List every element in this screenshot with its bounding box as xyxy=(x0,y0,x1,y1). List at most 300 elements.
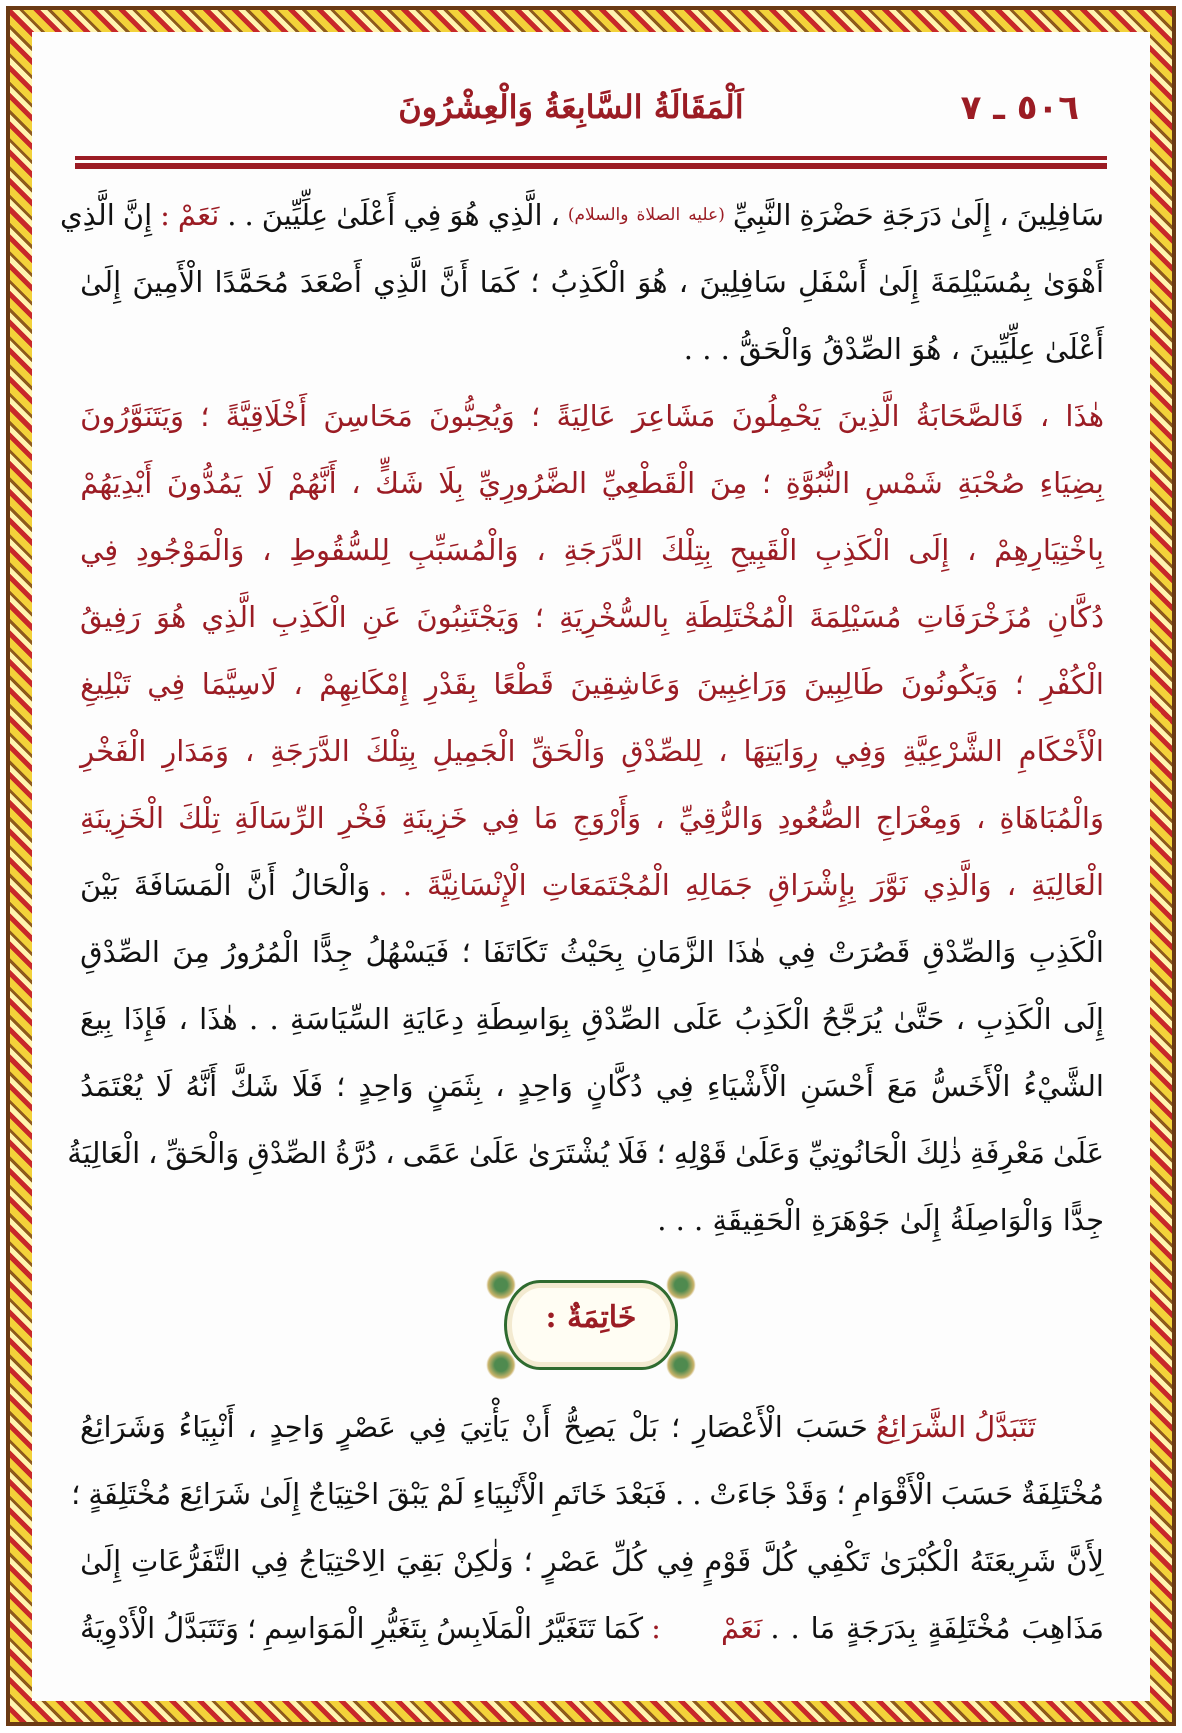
word: بِدَرَجَةٍ xyxy=(845,1611,917,1645)
word: ، xyxy=(148,1136,158,1170)
word: شَكَّ xyxy=(230,1069,279,1103)
word: وَمَدَارِ xyxy=(162,734,230,768)
word: حَسَبَ xyxy=(940,1477,1014,1511)
word: بَلْ xyxy=(628,1410,659,1444)
word: مِنَ xyxy=(709,466,748,500)
word: تَتَبَدَّلُ xyxy=(974,1410,1036,1444)
text-segment xyxy=(80,994,1104,1061)
text-line xyxy=(80,391,1104,458)
word: الصلاة xyxy=(636,205,681,225)
word: شَكٍّ xyxy=(375,466,424,500)
word: بِمُسَيْلِمَةَ xyxy=(930,265,1032,299)
word: بِتِلْكَ xyxy=(660,533,712,567)
word: هٰذَا xyxy=(1065,399,1104,433)
word: لِأَنَّ xyxy=(1066,1544,1104,1578)
word: بِيعَ xyxy=(80,1002,113,1036)
word: وَالْمَوْجُودِ xyxy=(135,533,245,567)
word: وَلٰكِنْ xyxy=(452,1544,514,1578)
word: نَوَّرَ xyxy=(870,868,908,902)
word: خَاتَمِ xyxy=(553,1477,608,1511)
word: وَاحِدٍ xyxy=(269,1410,325,1444)
text-segment xyxy=(80,927,1104,994)
word: . xyxy=(770,1611,780,1645)
word: فِي xyxy=(408,1410,447,1444)
word: ، xyxy=(351,466,361,500)
chapter-title: اَلْمَقَالَةُ السَّابِعَةُ وَالْعِشْرُونَ xyxy=(398,88,744,126)
word: النُّبُوَّةِ xyxy=(785,466,851,500)
word: نَعَمْ xyxy=(720,1611,763,1645)
word: وَاحِدٍ xyxy=(517,1069,573,1103)
word: الدَّرَجَةِ xyxy=(563,533,644,567)
word: لَاسِيَّمَا xyxy=(201,667,277,701)
word: بِاخْتِيَارِهِمْ xyxy=(994,533,1104,567)
word: الْمُرُورُ xyxy=(222,935,300,969)
word: أَنَّهُمْ xyxy=(287,466,337,500)
text-line xyxy=(80,257,1104,324)
word: الْمُخْتَلِطَةِ xyxy=(684,600,795,634)
word: عَنِ xyxy=(361,600,402,634)
highlighted-text xyxy=(80,525,1104,592)
text-line xyxy=(80,927,1104,994)
word: يَمُدُّونَ xyxy=(166,466,243,500)
text-line xyxy=(67,1128,1104,1195)
word: ، xyxy=(495,1069,505,1103)
word: ؛ xyxy=(761,466,772,500)
word: سَافِلِينَ xyxy=(699,265,787,299)
page-number: ٥٠٦ ـ ٧ xyxy=(960,88,1079,128)
word: وَالْحَقِّ xyxy=(165,1136,240,1170)
word: ، xyxy=(999,198,1009,232)
word: هٰذَا xyxy=(199,1002,238,1036)
highlighted-text xyxy=(80,391,1104,458)
word: ؛ xyxy=(71,1477,81,1511)
text-segment xyxy=(80,860,370,927)
word: ؛ xyxy=(656,1136,666,1170)
word: تِلْكَ xyxy=(178,801,221,835)
text-line xyxy=(80,994,1104,1061)
word: مَعَ xyxy=(886,1069,918,1103)
word: كُلَّ xyxy=(761,1544,797,1578)
text-line xyxy=(80,525,1104,592)
word: دُكَّانٍ xyxy=(585,1069,643,1103)
leaf-icon xyxy=(486,1350,516,1380)
word: فِي xyxy=(656,1544,695,1578)
word: الْكَذِبِ xyxy=(976,1002,1052,1036)
word: صُحْبَةِ xyxy=(957,466,1025,500)
word: ، xyxy=(718,734,728,768)
word: تَتَغَيَّرُ xyxy=(540,1611,596,1645)
text-line xyxy=(80,1061,1104,1128)
text-line xyxy=(80,1603,1104,1670)
text-line xyxy=(80,1195,1104,1262)
word: الشَّيْءُ xyxy=(1023,1069,1104,1103)
word: جَمَالِهِ xyxy=(684,868,753,902)
word: ، xyxy=(293,667,303,701)
word: أَنْ xyxy=(521,1410,551,1444)
word: وَرَاغِبِينَ xyxy=(696,667,788,701)
word: جِدًّا xyxy=(311,935,354,969)
word: أَنَّ xyxy=(439,265,469,299)
word: الَّذِي xyxy=(373,265,428,299)
word: قَصُرَتْ xyxy=(827,935,911,969)
word: الْمَسَافَةَ xyxy=(133,868,232,902)
word: دُكَّانِ xyxy=(1047,600,1104,634)
text-segment: أَعْلَىٰ عِلِّيِّينَ ، هُوَ الصِّدْقُ وَالْحَقُّ . . . xyxy=(683,332,1104,366)
word: ؛ xyxy=(200,399,210,433)
word: احْتِيَاجٌ xyxy=(308,1477,380,1511)
word: فِي xyxy=(481,801,520,835)
word: والسلام) xyxy=(567,205,629,225)
word: الْفَخْرِ xyxy=(80,734,147,768)
highlighted-text xyxy=(160,190,219,257)
word: أَخْلَاقِيَّةً xyxy=(225,399,308,433)
word: رَفِيقُ xyxy=(80,600,141,634)
word: الصِّدْقِ xyxy=(247,1136,328,1170)
word: ، xyxy=(178,1002,188,1036)
text-line xyxy=(71,1469,1104,1536)
word: وَتَتَبَدَّلُ xyxy=(163,1611,240,1645)
word: الشَّرْعِيَّةِ xyxy=(902,734,1003,768)
word: الْأَدْوِيَةُ xyxy=(80,1611,156,1645)
word: بِلَا xyxy=(438,466,464,500)
word: عَلَى xyxy=(672,1002,724,1036)
word: وَيَجْتَنِبُونَ xyxy=(416,600,520,634)
word: شَرَائِعَ xyxy=(179,1477,252,1511)
word: إِلَىٰ xyxy=(80,265,122,299)
word: يَصِحُّ xyxy=(563,1410,616,1444)
word: وَالْحَقِّ xyxy=(531,734,606,768)
word: ، xyxy=(967,533,977,567)
word: هٰذَا xyxy=(726,935,766,969)
word: عَصْرٍ xyxy=(542,1544,602,1578)
word: الشَّرَائِعُ xyxy=(875,1410,967,1444)
word: التَّفَرُّعَاتِ xyxy=(131,1544,241,1578)
text-segment xyxy=(80,1603,643,1670)
word: فَبَعْدَ xyxy=(615,1477,667,1511)
word: وَمِعْرَاجِ xyxy=(875,801,962,835)
word: ؛ xyxy=(461,935,471,969)
word: أَيْدِيَهُمْ xyxy=(80,466,153,500)
word: لَا xyxy=(155,1069,173,1103)
word: فَالصَّحَابَةُ xyxy=(915,399,1024,433)
word: الْخَزِينَةِ xyxy=(80,801,164,835)
text-line xyxy=(80,659,1104,726)
word: طَالِبِينَ xyxy=(804,667,885,701)
word: الدَّرَجَةِ xyxy=(270,734,350,768)
highlighted-text xyxy=(876,1402,1036,1469)
word: يَبْقَ xyxy=(387,1477,429,1511)
word: . xyxy=(692,1477,702,1511)
word: ؛ xyxy=(247,1611,257,1645)
word: بِتَغَيُّرِ xyxy=(372,1611,429,1645)
page-header xyxy=(75,88,1107,138)
word: الْأَنْبِيَاءِ xyxy=(472,1477,546,1511)
word: يَأْتِيَ xyxy=(459,1410,509,1444)
word: الَّذِينَ xyxy=(837,399,900,433)
word: فَإِذَا xyxy=(123,1002,168,1036)
word: تَبْلِيغِ xyxy=(80,667,131,701)
word: أَنَّ xyxy=(246,868,276,902)
word: الْكَذِبِ xyxy=(815,533,891,567)
word: بِحَيْثُ xyxy=(559,935,624,969)
word: الْأَخَسُّ xyxy=(930,1069,1011,1103)
word: كُلِّ xyxy=(610,1544,647,1578)
text-line xyxy=(80,458,1104,525)
word: شَمْسِ xyxy=(864,466,943,500)
leaf-icon xyxy=(486,1270,516,1300)
word: وَشَرَائِعُ xyxy=(80,1410,166,1444)
word: الْكَذِبِ xyxy=(1028,935,1104,969)
word: تَكْفِي xyxy=(806,1544,870,1578)
word: . xyxy=(790,1611,800,1645)
word: يُعْتَمَدُ xyxy=(80,1069,143,1103)
word: الْمَلَابِسُ xyxy=(436,1611,533,1645)
text-segment xyxy=(227,190,560,257)
word: . xyxy=(244,198,254,232)
word: ، xyxy=(1006,868,1017,902)
word: نَعَمْ xyxy=(177,198,220,232)
word: الْمُجْتَمَعَاتِ xyxy=(541,868,670,902)
word: بِقَدْرِ xyxy=(424,667,477,701)
word: وَالْحَالُ xyxy=(290,868,371,902)
word: الِاحْتِيَاجُ xyxy=(298,1544,387,1578)
word: . xyxy=(248,1002,259,1036)
word: الْكَذِبِ xyxy=(271,600,347,634)
word: جَاءَتْ xyxy=(709,1477,778,1511)
word: الْأَحْكَامِ xyxy=(1018,734,1104,768)
word: . xyxy=(674,1477,685,1511)
word: هُوَ xyxy=(637,265,668,299)
word: مَحَاسِنَ xyxy=(323,399,413,433)
word: مَا xyxy=(533,801,559,835)
word: الْعَالِيَةِ xyxy=(1031,868,1104,902)
word: ؛ xyxy=(336,1069,346,1103)
section-heading-ornament xyxy=(486,1270,696,1380)
word: إِنَّ xyxy=(122,198,153,232)
word: أَحْسَنِ xyxy=(799,1069,874,1103)
word: الَّذِي xyxy=(59,198,115,232)
word: بِضِيَاءِ xyxy=(1039,466,1104,500)
word: ، xyxy=(655,801,665,835)
word: دُرَّةُ xyxy=(335,1136,378,1170)
header-divider-thick xyxy=(75,163,1107,169)
word: لِلسُّقُوطِ xyxy=(289,533,391,567)
word: الْإِنْسَانِيَّةَ xyxy=(426,868,527,902)
word: الصُّعُودِ xyxy=(777,801,862,835)
word: أَهْوَىٰ xyxy=(1042,265,1104,299)
word: السِّيَاسَةِ xyxy=(289,1002,391,1036)
text-segment xyxy=(80,1536,1104,1603)
word: قَوْلِهِ xyxy=(673,1136,727,1170)
word: فَيَسْهُلُ xyxy=(365,935,450,969)
word: ؛ xyxy=(670,1410,681,1444)
word: لِلصِّدْقِ xyxy=(621,734,703,768)
word: دَرَجَةِ xyxy=(881,198,943,232)
word: عَمًى xyxy=(402,1136,461,1170)
word: فِي xyxy=(80,533,119,567)
word: هُوَ xyxy=(155,600,187,634)
word: يُشْتَرَىٰ xyxy=(527,1136,610,1170)
word: ، xyxy=(247,1410,257,1444)
word: ؛ xyxy=(534,600,544,634)
word: مُخْتَلِفَةٍ xyxy=(927,1611,1011,1645)
text-segment xyxy=(60,190,152,257)
word: الْكُفْرِ xyxy=(1040,667,1104,701)
word: الْكُبْرَىٰ xyxy=(879,1544,960,1578)
word: مُسَيْلِمَةَ xyxy=(809,600,902,634)
word: وَيَكُونُونَ xyxy=(900,667,999,701)
word: الْمَوَاسِمِ xyxy=(264,1611,365,1645)
word: : xyxy=(651,1611,661,1645)
word: أَصْعَدَ xyxy=(300,265,362,299)
paragraph-block-1 xyxy=(59,190,1104,1262)
word: ، xyxy=(385,1136,395,1170)
honorific-glyph xyxy=(568,190,725,257)
word: مَشَاعِرَ xyxy=(631,399,716,433)
word: يَحْمِلُونَ xyxy=(731,399,822,433)
word: تَكَاتَفَا xyxy=(482,935,548,969)
word: ؛ xyxy=(531,399,541,433)
word: الْحَانُوتِيِّ xyxy=(808,1136,908,1170)
text-line xyxy=(80,1402,1104,1469)
word: أَعْلَىٰ xyxy=(336,198,396,232)
word: ، xyxy=(262,533,272,567)
section-heading: خَاتِمَةٌ : xyxy=(545,1300,637,1335)
word: بِإِشْرَاقِ xyxy=(767,868,856,902)
word: الْقَطْعِيِّ xyxy=(601,466,696,500)
paragraph-block-2 xyxy=(71,1402,1104,1670)
word: ، xyxy=(244,734,255,768)
word: إِلَىٰ xyxy=(950,198,992,232)
word: ؛ xyxy=(530,265,540,299)
word: وَالصِّدْقِ xyxy=(922,935,1017,969)
word: ، xyxy=(536,533,546,567)
text-segment xyxy=(80,257,1104,324)
highlighted-text xyxy=(651,1603,762,1670)
word: . xyxy=(378,868,388,902)
word: وَفِي xyxy=(834,734,887,768)
text-line xyxy=(80,860,1104,927)
text-line xyxy=(80,726,1104,793)
word: رِوَايَتِهَا xyxy=(743,734,819,768)
word: وَعَلَىٰ xyxy=(734,1136,801,1170)
word: مَعْرِفَةِ xyxy=(969,1136,1045,1170)
word: بِالسُّخْرِيَةِ xyxy=(559,600,670,634)
word: الْأَشْيَاءِ xyxy=(706,1069,787,1103)
text-line xyxy=(80,793,1104,860)
word: الْأَعْصَارِ xyxy=(692,1410,783,1444)
text-line xyxy=(80,592,1104,659)
text-segment xyxy=(67,1128,1104,1195)
word: لَمْ xyxy=(436,1477,465,1511)
word: كَمَا xyxy=(603,1611,644,1645)
word: شَرِيعَتَهُ xyxy=(969,1544,1057,1578)
word: حَسَبَ xyxy=(795,1410,868,1444)
word: عَالِيَةً xyxy=(556,399,616,433)
word: عَلَىٰ xyxy=(468,1136,520,1170)
leaf-icon xyxy=(666,1270,696,1300)
word: إِلَىٰ xyxy=(259,1477,301,1511)
word: وَالْمُسَبِّبِ xyxy=(407,533,519,567)
word: فَخْرِ xyxy=(338,801,388,835)
word: الَّذِي xyxy=(487,198,543,232)
word: كَمَا xyxy=(479,265,520,299)
word: فِي xyxy=(250,1544,289,1578)
word: قَطْعًا xyxy=(493,667,554,701)
text-segment xyxy=(80,1061,1104,1128)
word: عَلَىٰ xyxy=(1052,1136,1104,1170)
word: وَأَرْوَجِ xyxy=(572,801,642,835)
word: فِي xyxy=(655,1069,694,1103)
leaf-icon xyxy=(666,1350,696,1380)
text-segment: جِدًّا وَالْوَاصِلَةُ إِلَىٰ جَوْهَرَةِ الْحَقِيقَةِ . . . xyxy=(657,1203,1104,1237)
word: ، xyxy=(678,265,689,299)
word: أَنَّهُ xyxy=(185,1069,218,1103)
word: حَضْرَةِ xyxy=(799,198,874,232)
word: الَّذِي xyxy=(201,600,257,634)
word: وَيُحِبُّونَ xyxy=(428,399,515,433)
word: الْكَذِبُ xyxy=(550,265,627,299)
word: فَلَا xyxy=(291,1069,324,1103)
word: الرِّسَالَةِ xyxy=(234,801,325,835)
highlighted-text xyxy=(80,793,1104,860)
text-line xyxy=(59,190,1104,257)
word: . xyxy=(227,198,237,232)
word: مَا xyxy=(810,1611,836,1645)
word: عِلِّيِّينَ xyxy=(261,198,329,232)
word: ، xyxy=(955,1002,965,1036)
word: الْكَذِبُ xyxy=(734,1002,811,1036)
word: إِلَىٰ xyxy=(80,1544,122,1578)
word: وَعَاشِقِينَ xyxy=(570,667,681,701)
word: وَقَدْ xyxy=(785,1477,829,1511)
word: الْأَمِينَ xyxy=(132,265,204,299)
word: الصِّدْقِ xyxy=(80,935,160,969)
word: ذٰلِكَ xyxy=(915,1136,962,1170)
text-segment xyxy=(733,190,1104,257)
word: بِثَمَنٍ xyxy=(426,1069,483,1103)
word: : xyxy=(160,198,170,232)
word: فَلَا xyxy=(617,1136,649,1170)
word: . xyxy=(269,1002,279,1036)
word: فِي xyxy=(147,667,186,701)
word: سَافِلِينَ xyxy=(1016,198,1104,232)
word: إِمْكَانِهِمْ xyxy=(319,667,409,701)
word: وَيَتَنَوَّرُونَ xyxy=(80,399,185,433)
word: الْأَقْوَامِ xyxy=(853,1477,933,1511)
word: . xyxy=(402,868,412,902)
text-segment xyxy=(71,1469,1104,1536)
word: بَيْنَ xyxy=(80,868,119,902)
text-line xyxy=(80,324,1104,391)
word: (عليه xyxy=(688,205,725,225)
word: مُخْتَلِفَةٌ xyxy=(1021,1477,1104,1511)
word: إِلَى xyxy=(908,533,950,567)
highlighted-text xyxy=(80,659,1104,726)
word: أَسْفَلِ xyxy=(797,265,867,299)
word: بِتِلْكَ xyxy=(365,734,417,768)
word: خَزِينَةِ xyxy=(401,801,468,835)
word: مُحَمَّدًا xyxy=(214,265,289,299)
word: الْجَمِيلِ xyxy=(432,734,516,768)
header-divider xyxy=(75,156,1107,160)
word: وَالَّذِي xyxy=(922,868,992,902)
highlighted-text xyxy=(80,592,1104,659)
word: إِلَىٰ xyxy=(878,265,920,299)
word: دِعَايَةِ xyxy=(401,1002,465,1036)
word: لَا xyxy=(256,466,274,500)
highlighted-text xyxy=(80,458,1104,525)
